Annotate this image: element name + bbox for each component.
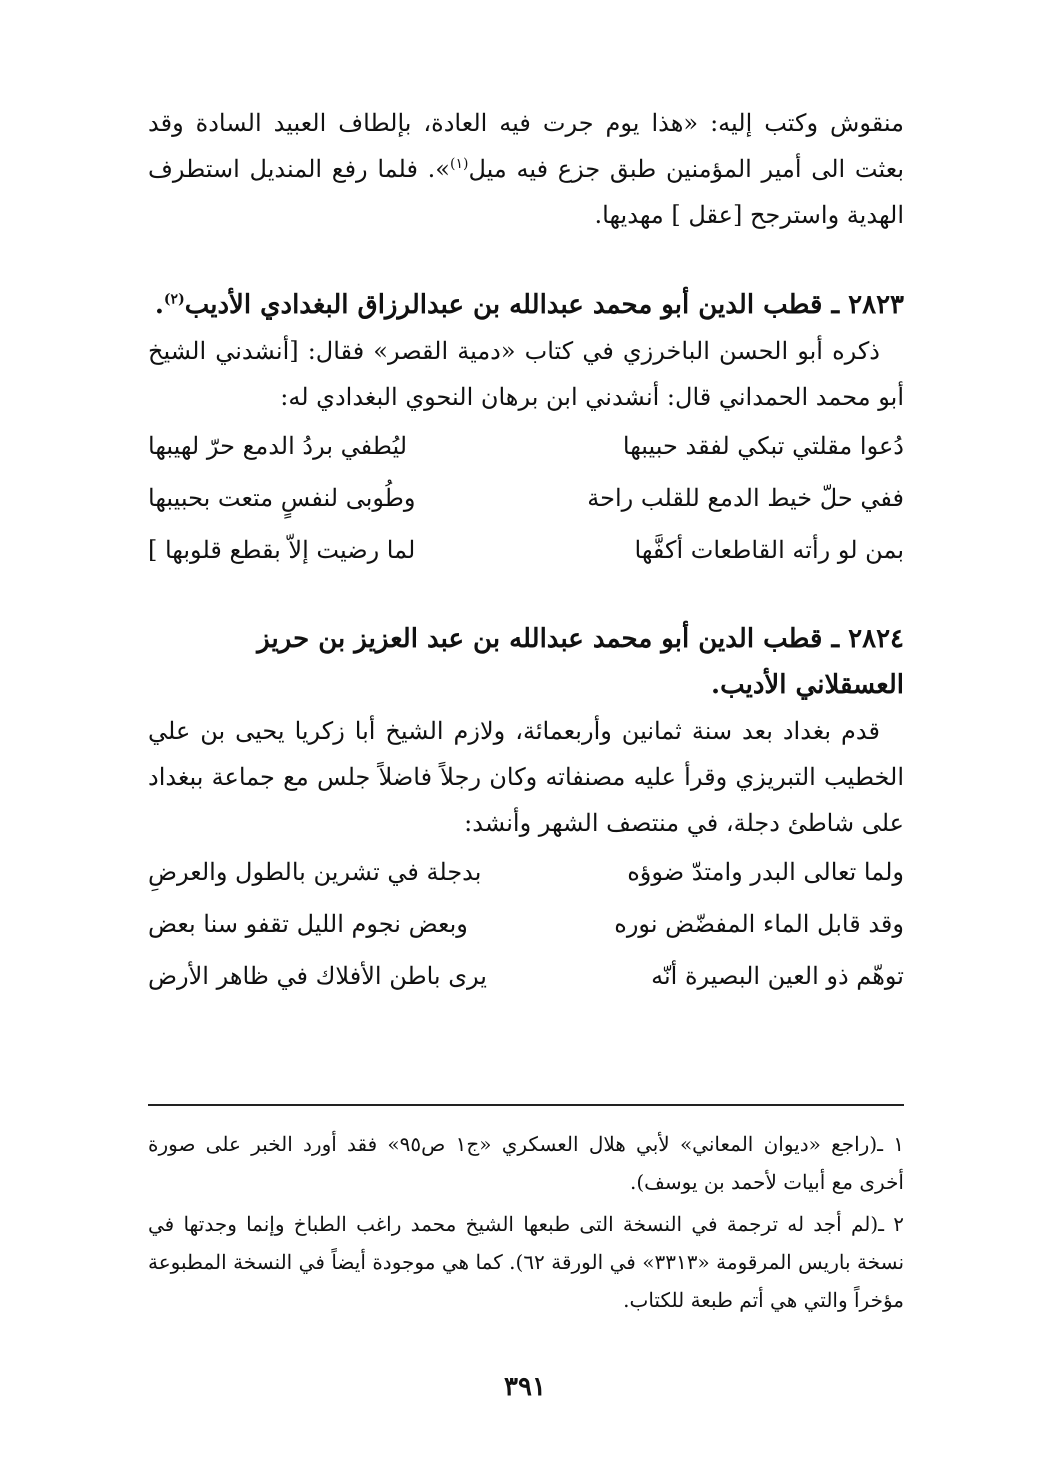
entry-2824-paragraph: قدم بغداد بعد سنة ثمانين وأربعمائة، ولازم الشيخ أبا زكريا يحيى بن علي الخطيب التبريزي وقرأ عليه مصنفاته وكان رجلاً فاضلاً جلس مع جماعة ببغداد على شاطئ دجلة، في منتصف الشهر وأنشد: [148,717,904,837]
opening-text-1: منقوش وكتب إليه: «هذا يوم جرت فيه العادة، بإلطاف العبيد السادة وقد بعثت الى أمير المؤمنين طبق جزع فيه ميل [148,109,905,183]
verse-first-hemistich: بمن لو رأته القاطعات أكفَّها [634,536,904,564]
page-body [148,100,904,1002]
verse-first-hemistich: وقد قابل الماء المفضّض نوره [614,910,904,938]
verse-first-hemistich: توهّم ذو العين البصيرة أنّه [651,962,904,990]
verse-second-hemistich: ليُطفي بردُ الدمع حرّ لهيبها [148,432,408,460]
opening-paragraph [148,100,904,238]
verse-second-hemistich: وطُوبى لنفسٍ متعت بحبيبها [148,484,416,512]
verse-first-hemistich: ولما تعالى البدر وامتدّ ضوؤه [627,858,904,886]
footnote-ref-1: (١) [450,156,469,172]
entry-2823-title: ٢٨٢٣ ـ قطب الدين أبو محمد عبدالله بن عبدالرزاق البغدادي الأديب [184,290,904,320]
footnote-ref-2: (٢) [163,291,185,308]
verse-second-hemistich: لما رضيت إلاّ بقطع قلوبها ] [148,536,416,564]
footnotes [148,1125,904,1323]
poem-verse [148,846,904,898]
poem-verse [148,898,904,950]
poem-verse [148,524,904,576]
entry-2823-heading [148,282,904,328]
opening-text-2: ». فلما رفع المنديل استطرف الهدية واسترجح [عقل ] مهديها. [148,155,904,229]
footnote-1: ١ ـ(راجع «ديوان المعاني» لأبي هلال العسكري «ج١ ص٩٥» فقد أورد الخبر على صورة أخرى مع أبيات لأحمد بن يوسف). [148,1132,904,1194]
entry-2823-paragraph: ذكره أبو الحسن الباخرزي في كتاب «دمية القصر» فقال: [أنشدني الشيخ أبو محمد الحمداني قال: أنشدني ابن برهان النحوي البغدادي له: [148,337,904,411]
entry-2823-poem [148,420,904,576]
page-number: ٣٩١ [504,1372,546,1402]
entry-2824-heading: ٢٨٢٤ ـ قطب الدين أبو محمد عبدالله بن عبد العزيز بن حريز العسقلاني الأديب. [257,624,904,700]
poem-verse [148,420,904,472]
verse-second-hemistich: يرى باطن الأفلاك في ظاهر الأرض [148,962,487,990]
footnote-divider [148,1104,904,1106]
verse-second-hemistich: وبعض نجوم الليل تقفو سنا بعض [148,910,468,938]
entry-2823-title-end: . [154,290,164,320]
verse-first-hemistich: ففي حلّ خيط الدمع للقلب راحة [587,484,904,512]
poem-verse [148,950,904,1002]
verse-first-hemistich: دُعوا مقلتي تبكي لفقد حبيبها [622,432,904,460]
entry-2824-poem [148,846,904,1002]
poem-verse [148,472,904,524]
verse-second-hemistich: بدجلة في تشرين بالطول والعرضِ [148,858,482,886]
footnote-2: ٢ ـ(لم أجد له ترجمة في النسخة التى طبعها الشيخ محمد راغب الطباخ وإنما وجدتها في نسخة باريس المرقومة «٣٣١٣» في الورقة ٦٢). كما هي موجودة أيضاً في النسخة المطبوعة مؤخراً والتي هي أتم طبعة للكتاب. [148,1212,905,1312]
